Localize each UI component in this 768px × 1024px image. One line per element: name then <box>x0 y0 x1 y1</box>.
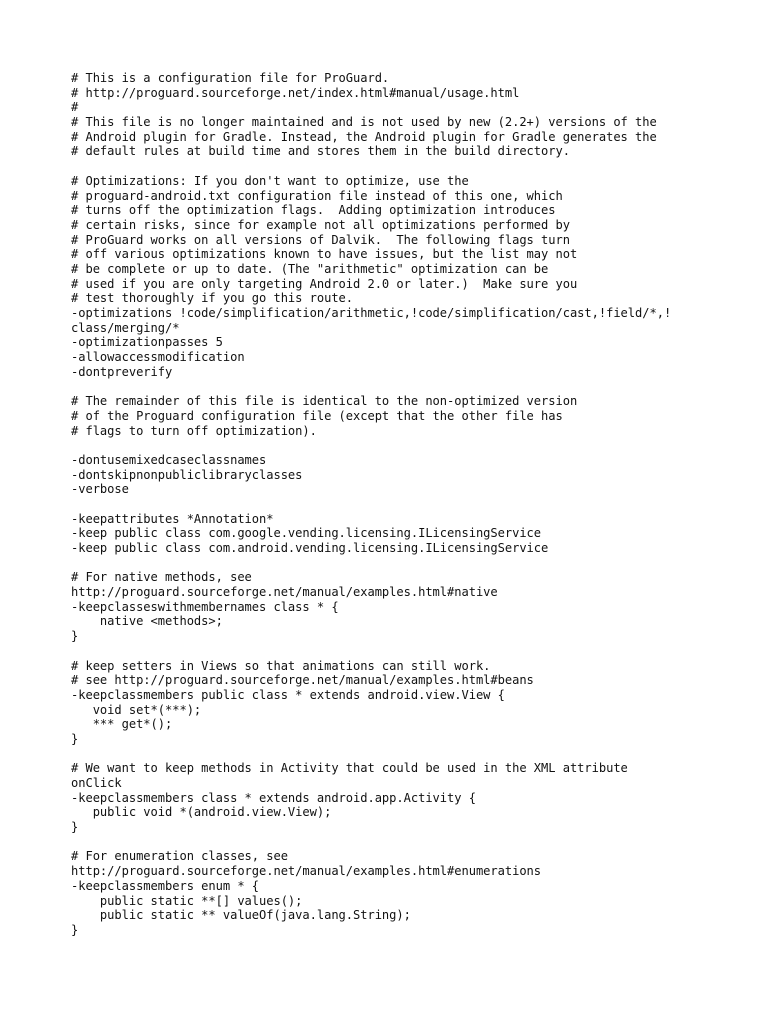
code-line: -optimizationpasses 5 <box>71 335 223 350</box>
code-line: # of the Proguard configuration file (except that the other file has <box>71 408 563 423</box>
code-line: http://proguard.sourceforge.net/manual/examples.html#native <box>71 585 498 600</box>
code-line: # <box>71 100 79 115</box>
code-line: # This is a configuration file for ProGuard. <box>71 71 390 85</box>
code-line: -optimizations !code/simplification/arithmetic,!code/simplification/cast,!field/*,! <box>71 306 672 320</box>
code-line: # certain risks, since for example not all optimizations performed by <box>71 217 570 232</box>
code-line: # For native methods, see <box>71 570 252 585</box>
code-line: -dontusemixedcaseclassnames <box>71 452 267 467</box>
blank-line <box>71 438 731 453</box>
code-line: # The remainder of this file is identical to the non-optimized version <box>71 394 578 409</box>
code-line: -allowaccessmodification <box>71 350 245 365</box>
code-line: # http://proguard.sourceforge.net/index.html#manual/usage.html <box>71 85 520 100</box>
code-line: # Optimizations: If you don't want to optimize, use the <box>71 173 469 188</box>
code-line: # see http://proguard.sourceforge.net/manual/examples.html#beans <box>71 673 534 688</box>
code-line: # For enumeration classes, see <box>71 849 288 864</box>
code-line: -keepclassmembers enum * { <box>71 878 260 893</box>
code-line: -dontpreverify <box>71 364 173 379</box>
code-line: onClick <box>71 776 122 790</box>
code-line: -keep public class com.android.vending.licensing.ILicensingService <box>71 541 549 555</box>
proguard-config-text <box>71 71 731 938</box>
code-line: } <box>71 922 79 937</box>
code-line: # flags to turn off optimization). <box>71 423 317 438</box>
code-line: # proguard-android.txt configuration file instead of this one, which <box>71 188 563 203</box>
blank-line <box>71 556 731 571</box>
code-line: -keepclassmembers public class * extends android.view.View { <box>71 687 505 702</box>
code-line: -keepclassmembers class * extends android.app.Activity { <box>71 790 476 805</box>
code-line: native <methods>; <box>71 614 223 629</box>
code-line: *** get*(); <box>71 717 173 732</box>
code-line: # used if you are only targeting Android 2.0 or later.) Make sure you <box>71 276 578 291</box>
code-line: # We want to keep methods in Activity that could be used in the XML attribute <box>71 761 628 776</box>
blank-line <box>71 159 731 174</box>
code-line: -dontskipnonpubliclibraryclasses <box>71 467 303 482</box>
code-line: -keepattributes *Annotation* <box>71 511 274 526</box>
code-line: } <box>71 629 79 644</box>
code-line: # turns off the optimization flags. Adding optimization introduces <box>71 203 556 218</box>
code-line: # keep setters in Views so that animations can still work. <box>71 658 491 673</box>
code-line: # This file is no longer maintained and is not used by new (2.2+) versions of the <box>71 115 657 130</box>
code-line: void set*(***); <box>71 702 202 717</box>
code-line: class/merging/* <box>71 320 180 335</box>
code-line: } <box>71 820 79 835</box>
code-line: # default rules at build time and stores them in the build directory. <box>71 144 570 159</box>
code-line: -keep public class com.google.vending.licensing.ILicensingService <box>71 526 542 541</box>
code-line: # ProGuard works on all versions of Dalvik. The following flags turn <box>71 232 570 247</box>
code-line: public static **[] values(); <box>71 893 303 908</box>
blank-line <box>71 644 731 659</box>
code-line: public static ** valueOf(java.lang.String); <box>71 908 411 923</box>
blank-line <box>71 747 731 762</box>
blank-line <box>71 379 731 394</box>
code-line: public void *(android.view.View); <box>71 805 332 820</box>
blank-line <box>71 497 731 512</box>
code-line: -verbose <box>71 482 129 497</box>
code-line: # off various optimizations known to have issues, but the list may not <box>71 247 578 262</box>
blank-line <box>71 835 731 850</box>
code-line: } <box>71 731 79 746</box>
code-line: -keepclasseswithmembernames class * { <box>71 599 339 614</box>
code-line: # Android plugin for Gradle. Instead, the Android plugin for Gradle generates the <box>71 129 657 144</box>
code-line: # test thoroughly if you go this route. <box>71 291 354 306</box>
code-line: # be complete or up to date. (The "arithmetic" optimization can be <box>71 261 549 276</box>
code-line: http://proguard.sourceforge.net/manual/examples.html#enumerations <box>71 864 542 879</box>
